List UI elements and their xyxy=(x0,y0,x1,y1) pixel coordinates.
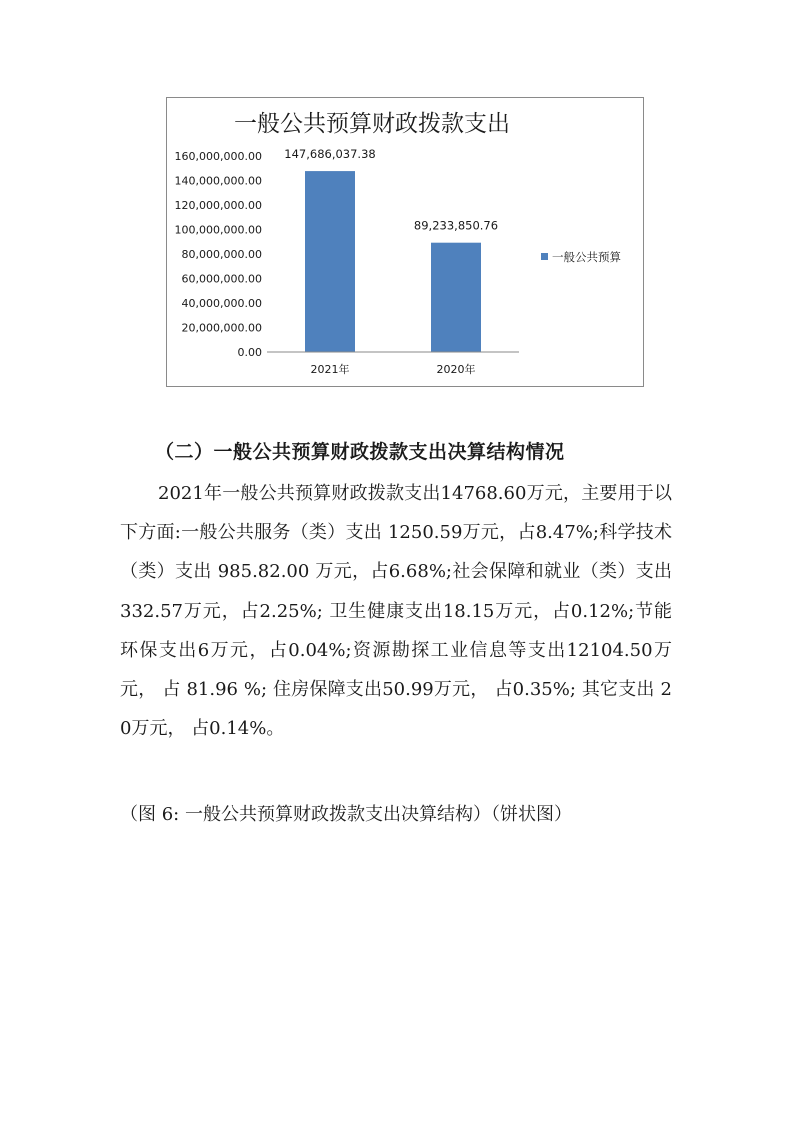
y-tick-label: 80,000,000.00 xyxy=(181,248,262,261)
data-label-2: 89,233,850.76 xyxy=(413,218,499,233)
y-tick-label: 40,000,000.00 xyxy=(181,297,262,310)
y-tick-label: 0.00 xyxy=(237,346,262,359)
data-label-1: 147,686,037.38 xyxy=(284,147,376,162)
legend-swatch xyxy=(541,253,548,260)
category-label-1: 2021年 xyxy=(310,363,350,376)
chart-canvas xyxy=(167,98,645,388)
y-tick-label: 160,000,000.00 xyxy=(174,150,262,163)
figure-caption: （图 6: 一般公共预算财政拨款支出决算结构）（饼状图） xyxy=(120,804,572,825)
bar-1 xyxy=(305,171,355,352)
y-tick-label: 20,000,000.00 xyxy=(181,321,262,335)
y-tick-label: 60,000,000.00 xyxy=(181,272,262,286)
bar-2 xyxy=(431,243,481,352)
bar-chart xyxy=(166,97,644,387)
category-label-2: 2020年 xyxy=(436,363,476,376)
y-tick-label: 100,000,000.00 xyxy=(174,223,262,237)
body-paragraph: 2021年一般公共预算财政拨款支出14768.60万元，主要用于以下方面:一般公共服务（类）支出 1250.59万元，占8.47%;科学技术（类）支出 985.82.00 万元，占6.68%;社会保障和就业（类）支出332.57万元，占2.25%; 卫生健康支出18.15万元，占0.12%;节能环保支出6万元，占0.04%;资源勘探工业信息等支出12104.50万元， 占 81.96 %; 住房保障支出50.99万元， 占0.35%; 其它支出 20万元， 占0.14%。 xyxy=(120,483,672,740)
legend-label: 一般公共预算 xyxy=(552,250,621,264)
y-tick-label: 120,000,000.00 xyxy=(174,199,262,212)
chart-title: 一般公共预算财政拨款支出 xyxy=(234,111,510,137)
legend xyxy=(541,250,621,264)
y-tick-label: 140,000,000.00 xyxy=(174,174,262,188)
section-heading: （二）一般公共预算财政拨款支出决算结构情况 xyxy=(155,441,565,463)
